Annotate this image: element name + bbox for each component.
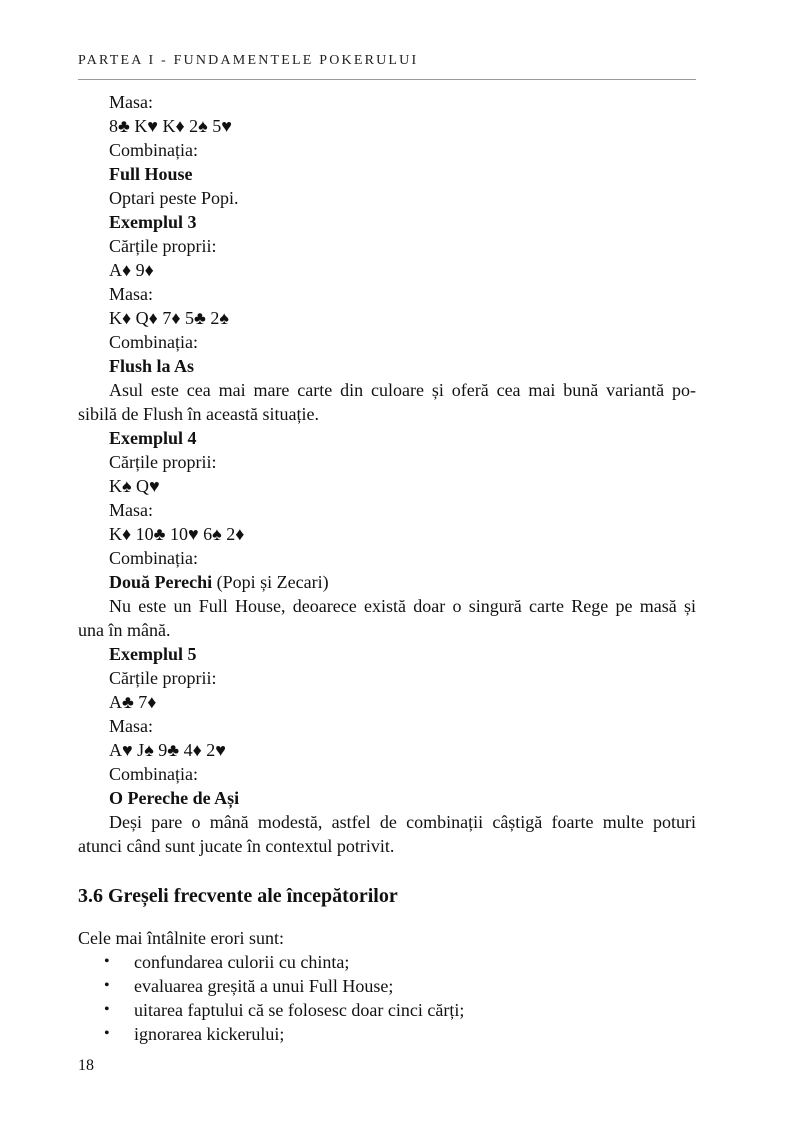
example2-combinatie-value: Full House	[109, 164, 193, 184]
running-header: PARTEA I - FUNDAMENTELE POKERULUI	[78, 53, 419, 68]
example5-title: Exemplul 5	[109, 644, 197, 664]
example3-explanation-line2: sibilă de Flush în această situație.	[78, 404, 319, 424]
bullet-icon: •	[104, 953, 110, 970]
list-item: uitarea faptului că se folosesc doar cinci cărți;	[134, 1000, 465, 1020]
header-rule	[78, 79, 696, 80]
example3-explanation-line1: Asul este cea mai mare carte din culoare și oferă cea mai bună variantă po-	[109, 380, 696, 400]
example2-masa-cards: 8♣ K♥ K♦ 2♠ 5♥	[109, 116, 232, 136]
example4-masa-label: Masa:	[109, 500, 153, 520]
example5-explanation-line2: atunci când sunt jucate în contextul potrivit.	[78, 836, 395, 856]
example4-explanation-line1: Nu este un Full House, deoarece există doar o singură carte Rege pe masă și	[109, 596, 696, 616]
example4-explanation-line2: una în mână.	[78, 620, 171, 640]
page-number: 18	[78, 1057, 94, 1074]
example4-combinatie-label: Combinația:	[109, 548, 198, 568]
example2-combinatie-label: Combinația:	[109, 140, 198, 160]
example5-explanation-line1: Deși pare o mână modestă, astfel de combinații câștigă foarte multe poturi	[109, 812, 696, 832]
example3-masa-label: Masa:	[109, 284, 153, 304]
example2-masa-label: Masa:	[109, 92, 153, 112]
example3-combinatie-value: Flush la As	[109, 356, 195, 376]
example4-masa-cards: K♦ 10♣ 10♥ 6♠ 2♦	[109, 524, 245, 544]
list-item: confundarea culorii cu chinta;	[134, 952, 350, 972]
section-title: 3.6 Greșeli frecvente ale începătorilor	[78, 885, 398, 907]
example4-title: Exemplul 4	[109, 428, 197, 448]
example2-note: Optari peste Popi.	[109, 188, 239, 208]
example5-combinatie-value: O Pereche de Ași	[109, 788, 240, 808]
example3-proprii-label: Cărțile proprii:	[109, 236, 217, 256]
example5-masa-cards: A♥ J♠ 9♣ 4♦ 2♥	[109, 740, 226, 760]
example4-combinatie	[109, 570, 329, 594]
example5-proprii-cards: A♣ 7♦	[109, 692, 157, 712]
example3-masa-cards: K♦ Q♦ 7♦ 5♣ 2♠	[109, 308, 229, 328]
example4-proprii-cards: K♠ Q♥	[109, 476, 160, 496]
example4-proprii-label: Cărțile proprii:	[109, 452, 217, 472]
example4-combinatie-value: Două Perechi	[109, 572, 213, 592]
bullet-icon: •	[104, 977, 110, 994]
example3-combinatie-label: Combinația:	[109, 332, 198, 352]
list-item: evaluarea greșită a unui Full House;	[134, 976, 394, 996]
example3-title: Exemplul 3	[109, 212, 197, 232]
example3-proprii-cards: A♦ 9♦	[109, 260, 154, 280]
example5-combinatie-label: Combinația:	[109, 764, 198, 784]
bullet-icon: •	[104, 1025, 110, 1042]
example5-proprii-label: Cărțile proprii:	[109, 668, 217, 688]
example4-combinatie-detail: (Popi și Zecari)	[212, 572, 329, 592]
bullet-icon: •	[104, 1001, 110, 1018]
section-intro: Cele mai întâlnite erori sunt:	[78, 928, 284, 948]
example5-masa-label: Masa:	[109, 716, 153, 736]
list-item: ignorarea kickerului;	[134, 1024, 285, 1044]
